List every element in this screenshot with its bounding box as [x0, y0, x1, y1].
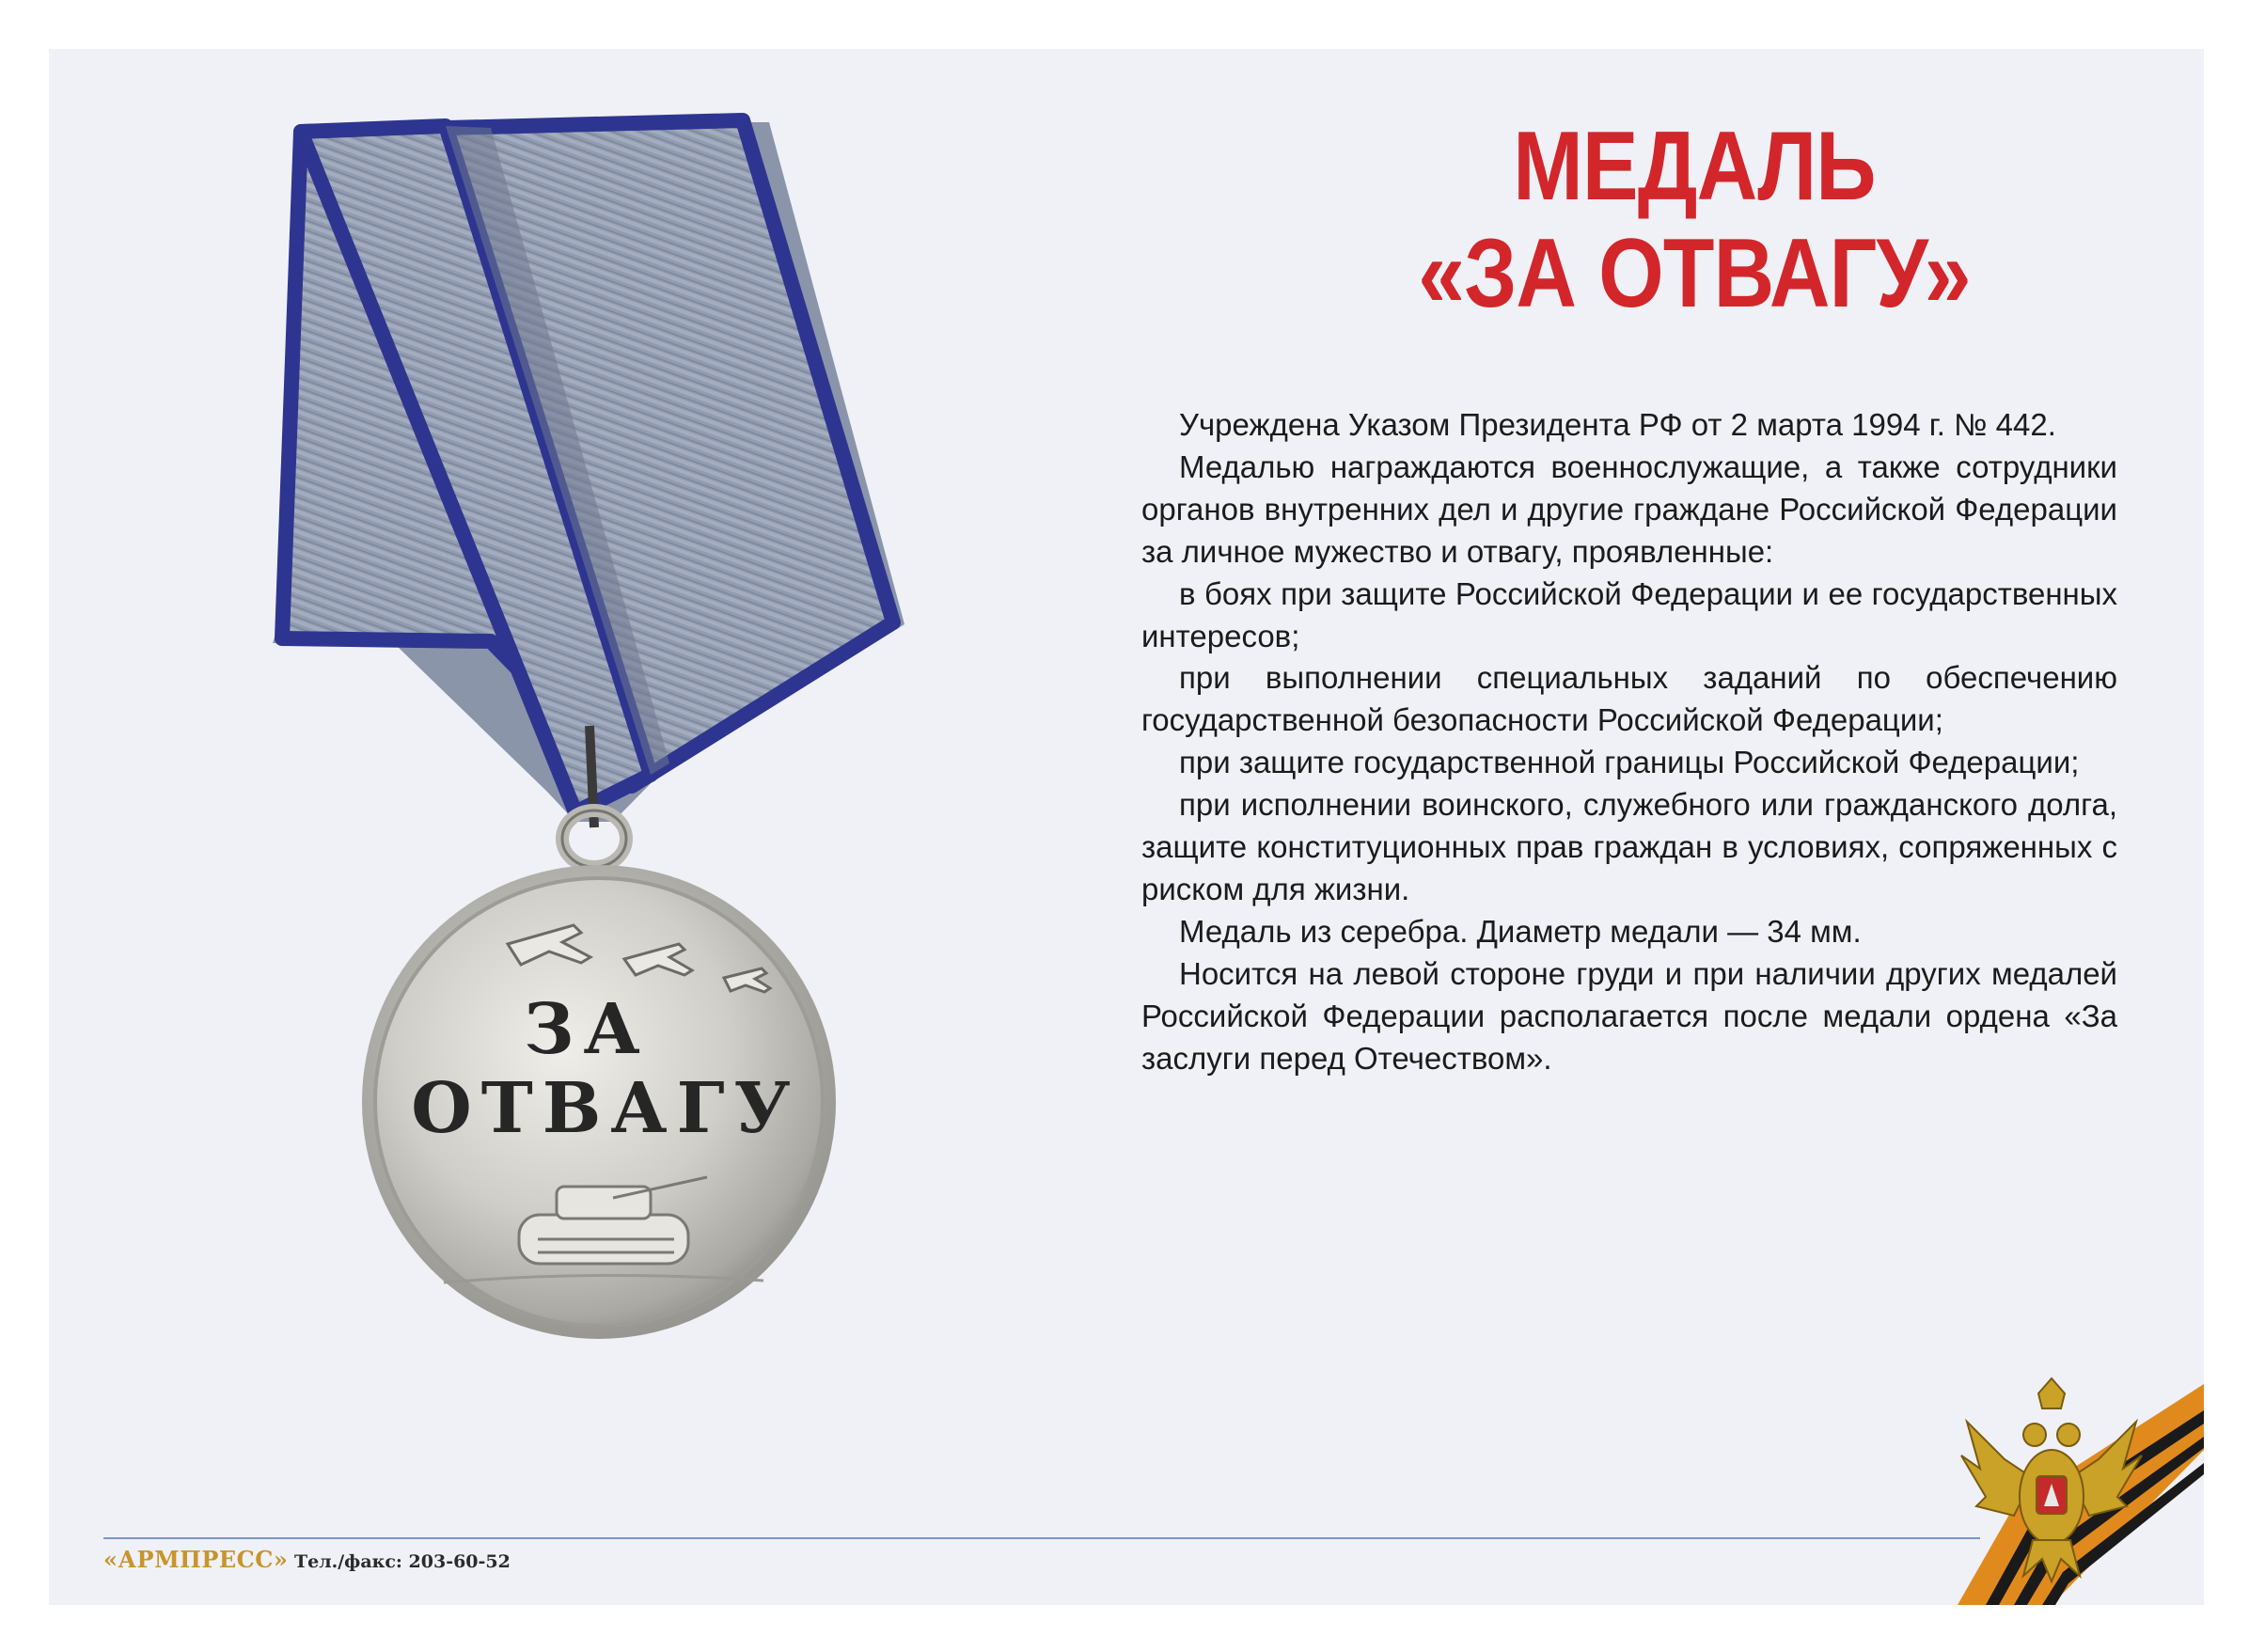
paragraph: в боях при защите Российской Федерации и ее государственных интересов;	[1141, 575, 2117, 653]
paragraph: Медаль из серебра. Диаметр медали — 34 мм.	[1179, 913, 1862, 949]
paragraph: Медалью награждаются военнослужащие, а также сотрудники органов внутренних дел и другие граждане Российской Федерации за личное мужество и отвагу, проявленные:	[1141, 448, 2117, 569]
paragraph: при защите государственной границы Российской Федерации;	[1179, 745, 2080, 780]
paragraph: при выполнении специальных заданий по обеспечению государственной безопасности Российской Федерации;	[1141, 660, 2117, 738]
paragraph: Учреждена Указом Президента РФ от 2 марта 1994 г. № 442.	[1179, 407, 2056, 442]
medal-inscription-line2: ОТВАГУ	[411, 1068, 800, 1149]
description-text	[1141, 404, 2117, 1080]
double-headed-eagle-icon	[1948, 1365, 2204, 1605]
title-line-1: МЕДАЛЬ	[1513, 112, 1876, 221]
paragraph: при исполнении воинского, служебного или гражданского долга, защите конституционных прав граждан в условиях, сопряженных с риском для жизни.	[1141, 787, 2117, 906]
footer-divider	[103, 1537, 1980, 1539]
paragraph: Носится на левой стороне груди и при наличии других медалей Российской Федерации располагается после медали ордена «За заслуги перед Отечеством».	[1141, 955, 2117, 1076]
medal-inscription-line1: ЗА	[524, 989, 650, 1070]
page-title	[1330, 113, 2058, 327]
publisher-name: «АРМПРЕСС»	[103, 1546, 289, 1573]
footer	[103, 1546, 511, 1573]
page-sheet	[49, 49, 2204, 1605]
title-line-2: «ЗА ОТВАГУ»	[1418, 219, 1971, 328]
publisher-contact: Тел./факс: 203-60-52	[294, 1551, 511, 1572]
